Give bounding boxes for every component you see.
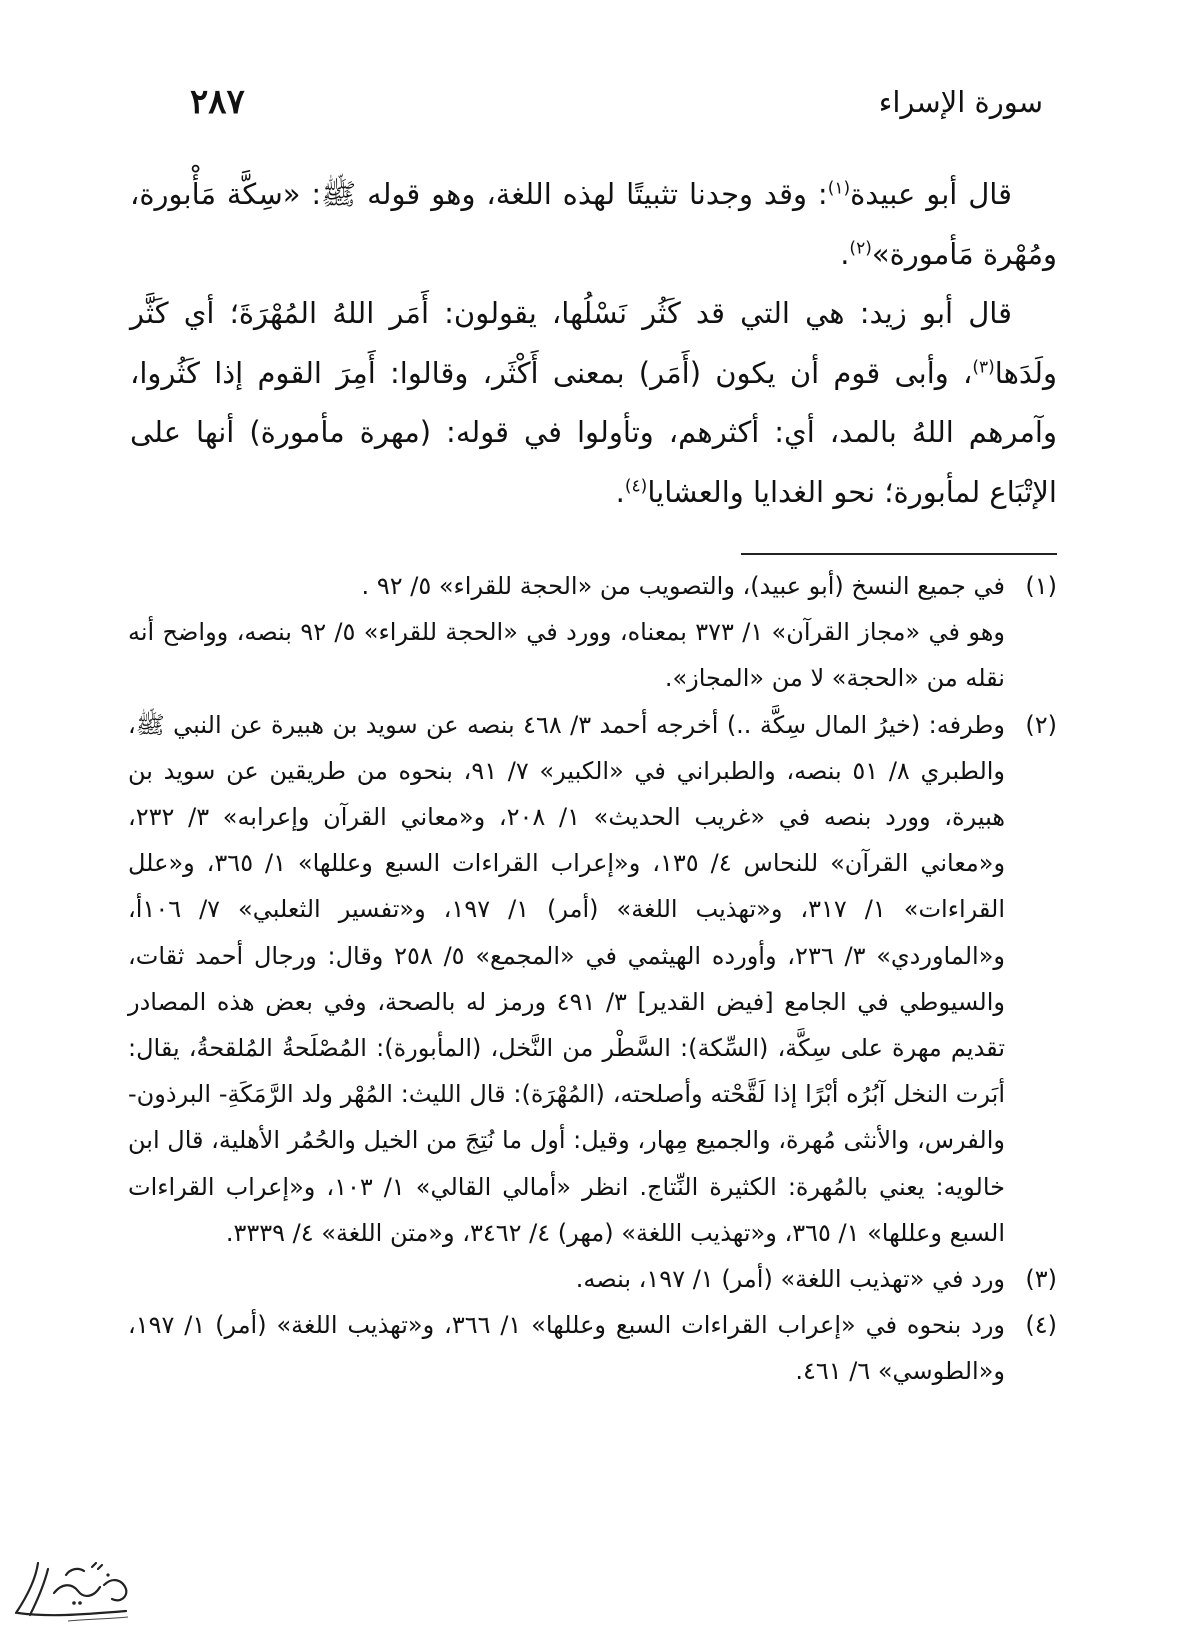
watermark-logo-icon bbox=[8, 1555, 140, 1625]
footnote-body bbox=[128, 1302, 1005, 1394]
footnote-1-line-1: في جميع النسخ (أبو عبيد)، والتصويب من «الحجة للقراء» ٥/ ٩٢ . bbox=[361, 572, 1005, 600]
footnote-3-text: ورد في «تهذيب اللغة» (أمر) ١/ ١٩٧، بنصه. bbox=[575, 1265, 1005, 1294]
footnote-ref-1[interactable]: (١) bbox=[827, 178, 851, 199]
footnote-2 bbox=[128, 702, 1057, 1256]
footnote-number: (٤) bbox=[1025, 1311, 1057, 1340]
logo-graphic bbox=[8, 1555, 140, 1625]
page-header bbox=[190, 78, 1043, 126]
main-text bbox=[130, 165, 1057, 522]
footnote-4-text: ورد بنحوه في «إعراب القراءات السبع وعللها» ١/ ٣٦٦، و«تهذيب اللغة» (أمر) ١/ ١٩٧، و«الطوسي» ٦/ ٤٦١. bbox=[128, 1311, 1006, 1386]
footnote-divider bbox=[741, 553, 1057, 555]
footnote-3 bbox=[128, 1256, 1057, 1302]
footnote-ref-4[interactable]: (٤) bbox=[624, 475, 648, 496]
footnote-ref-3[interactable]: (٣) bbox=[972, 356, 995, 377]
footnote-2-text: وطرفه: (خيرُ المال سِكَّة ..) أخرجه أحمد ٣/ ٤٦٨ بنصه عن سويد بن هبيرة عن النبي ﷺ، والطبري ٨/ ٥١ بنصه، والطبراني في «الكبير» ٧/ ٩١، بنحوه من طريقين عن سويد بن هبيرة، وورد بنصه في «غريب الحديث» ١/ ٢٠٨، و«معاني القرآن وإعرابه» ٣/ ٢٣٢، و«معاني القرآن» للنحاس ٤/ ١٣٥، و«إعراب القراءات السبع وعللها» ١/ ٣٦٥، و«علل القراءات» ١/ ٣١٧، و«تهذيب اللغة» (أمر) ١/ ١٩٧، و«تفسير الثعلبي» ٧/ ١٠٦أ، و«الماوردي» ٣/ ٢٣٦، وأورده الهيثمي في «المجمع» ٥/ ٢٥٨ وقال: ورجال أحمد ثقات، والسيوطي في الجامع [فيض القدير] ٣/ ٤٩١ ورمز له بالصحة، وفي بعض هذه المصادر تقديم مهرة على سِكَّة، (السِّكة): السَّطْر من النَّخل، (المأبورة): المُصْلَحةُ المُلقحةُ، يقال: أبَرت النخل آبُرُه أبْرًا إذا لَقَّحْته وأصلحته، (المُهْرَة): قال الليث: المُهْر ولد الرَّمَكَةِ- البرذون- والفرس، والأنثى مُهرة، والجميع مِهار، وقيل: أول ما نُتِجَ من الخيل والحُمُر الأهلية، قال ابن خالويه: يعني بالمُهرة: الكثيرة النِّتاج. انظر «أمالي القالي» ١/ ١٠٣، و«إعراب القراءات السبع وعللها» ١/ ٣٦٥، و«تهذيب اللغة» (مهر) ٤/ ٣٤٦٢، و«متن اللغة» ٤/ ٣٣٣٩. bbox=[128, 710, 1006, 1247]
footnote-1-line-2: وهو في «مجاز القرآن» ١/ ٣٧٣ بمعناه، وورد في «الحجة للقراء» ٥/ ٩٢ بنصه، وواضح أنه نقله من «الحجة» لا من «المجاز». bbox=[128, 618, 1005, 693]
footnote-1 bbox=[128, 563, 1057, 702]
page-number: ٢٨٧ bbox=[190, 82, 245, 122]
footnote-4 bbox=[128, 1302, 1057, 1394]
footnotes-section bbox=[128, 563, 1057, 1395]
footnote-body bbox=[128, 702, 1005, 1256]
paragraph-2-end: . bbox=[615, 474, 625, 509]
paragraph-2-text-b: ، وأبى قوم أن يكون (أَمَر) بمعنى أَكْثَر، وقالوا: أَمِرَ القوم إذا كَثُروا، وآمرهم اللهُ بالمد، أي: أكثرهم، وتأولوا في قوله: (مهرة مأمورة) أنها على الإتْبَاع لمأبورة؛ نحو الغدايا والعشايا bbox=[130, 355, 1057, 509]
footnote-number: (٣) bbox=[1025, 1265, 1057, 1294]
footnote-body bbox=[128, 563, 1005, 702]
surah-title: سورة الإسراء bbox=[878, 85, 1043, 119]
paragraph-2 bbox=[130, 284, 1057, 522]
paragraph-1-text-b: : وقد وجدنا تثبيتًا لهذه اللغة، وهو قوله ﷺ: «سِكَّة مَأْبورة، ومُهْرة مَأمورة» bbox=[130, 177, 1057, 271]
footnote-number: (١) bbox=[1025, 572, 1057, 600]
paragraph-1-text-a: قال أبو عبيدة bbox=[850, 177, 1012, 211]
footnote-ref-2[interactable]: (٢) bbox=[849, 237, 872, 258]
paragraph-1-end: . bbox=[840, 236, 850, 271]
footnote-body bbox=[128, 1256, 1005, 1302]
footnote-number: (٢) bbox=[1025, 710, 1057, 739]
paragraph-1 bbox=[130, 165, 1057, 284]
paragraph-2-text-a: قال أبو زيد: هي التي قد كَثُر نَسْلُها، يقولون: أَمَر اللهُ المُهْرَةَ؛ أي كَثَّر ولَدَها bbox=[130, 296, 1057, 390]
